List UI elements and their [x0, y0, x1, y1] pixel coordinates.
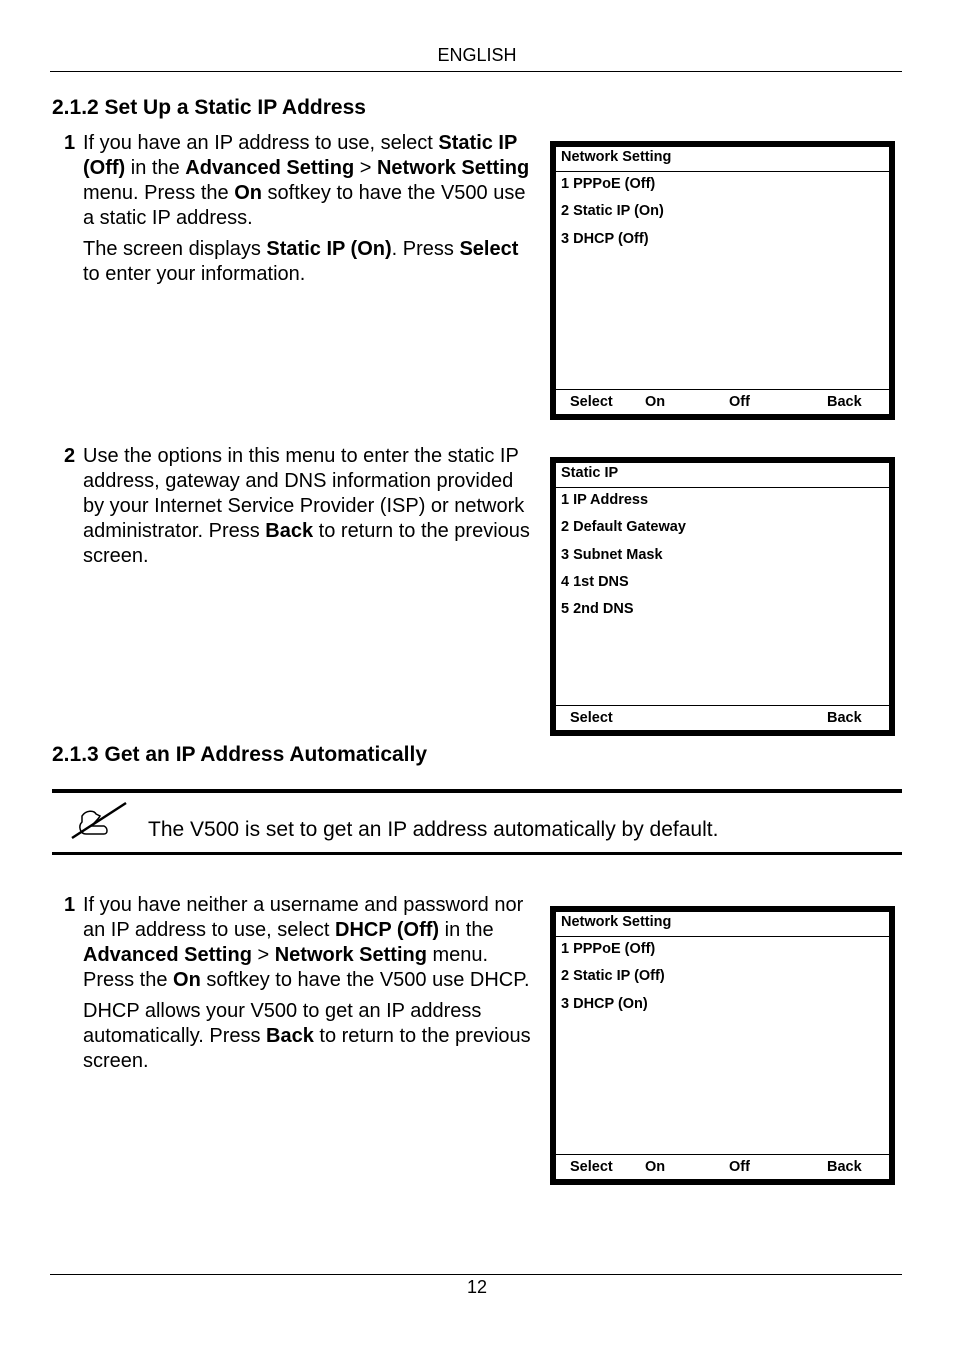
softkey-label: Off [729, 1159, 750, 1175]
text-run: > [251, 944, 275, 966]
bold-term: DHCP (Off) [335, 919, 440, 941]
softkey-label: Select [570, 710, 613, 726]
menu-item: 1 PPPoE (Off) [561, 176, 656, 192]
bold-term: Network Setting [274, 944, 427, 966]
menu-item: 5 2nd DNS [561, 601, 634, 618]
text-run: in the [439, 919, 494, 941]
bold-term: Static IP (Off) [83, 132, 517, 179]
text-run: Use the options in this menu to enter the static IP address, gateway and DNS information provided by your Internet Service Provider (ISP) or network administrator. Press [83, 445, 525, 542]
step-paragraph [83, 444, 534, 569]
note-rule-bottom [52, 852, 902, 855]
text-run: menu. Press the [83, 182, 235, 204]
text-run: to return to the previous screen. [83, 520, 530, 567]
softkey-divider [556, 1154, 889, 1155]
screen-title: Network Setting [561, 914, 672, 930]
menu-item: 2 Static IP (On) [561, 203, 664, 220]
step-paragraph [83, 131, 534, 231]
softkey-label: Back [827, 710, 862, 726]
footer-rule [50, 1274, 902, 1275]
menu-item: 3 Subnet Mask [561, 546, 663, 563]
bold-term: Advanced Setting [185, 157, 355, 179]
text-run: menu. Press the [83, 944, 489, 991]
step-paragraph [83, 237, 534, 287]
step-paragraph [83, 893, 534, 993]
step-number: 1 [64, 894, 76, 916]
menu-item: 2 Static IP (Off) [561, 968, 665, 985]
text-run: If you have an IP address to use, select [83, 132, 439, 154]
text-run: The screen displays [83, 238, 267, 260]
softkey-label: Off [729, 394, 750, 410]
section-heading-static-ip: 2.1.2 Set Up a Static IP Address [52, 96, 366, 119]
text-run: to return to the previous screen. [83, 1025, 531, 1072]
title-divider [556, 171, 889, 172]
text-run: to enter your information. [83, 263, 306, 285]
bold-term: On [173, 969, 201, 991]
screen-title: Network Setting [561, 149, 672, 165]
bold-term: Back [265, 520, 314, 542]
step-number: 2 [64, 445, 76, 467]
softkey-divider [556, 705, 889, 706]
softkey-divider [556, 389, 889, 390]
text-run: If you have neither a username and password nor an IP address to use, select [83, 894, 524, 941]
title-divider [556, 936, 889, 937]
menu-item: 2 Default Gateway [561, 519, 686, 536]
bold-term: Static IP (On) [266, 238, 392, 260]
lcd-screen [550, 141, 895, 420]
bold-term: Network Setting [376, 157, 530, 179]
note-rule-top [52, 789, 902, 793]
note-hand-pen-icon [68, 800, 130, 840]
menu-item: 3 DHCP (Off) [561, 230, 649, 247]
text-run: softkey to have the V500 use a static IP address. [83, 182, 526, 229]
step-paragraph [83, 999, 534, 1074]
softkey-label: On [645, 1159, 666, 1175]
bold-term: Select [459, 238, 519, 260]
bold-term: On [234, 182, 262, 204]
softkey-label: Select [570, 1159, 613, 1175]
text-run: in the [125, 157, 186, 179]
section-heading-dhcp: 2.1.3 Get an IP Address Automatically [52, 743, 428, 766]
text-run: . Press [391, 238, 460, 260]
menu-item: 3 DHCP (On) [561, 995, 648, 1012]
language-header: ENGLISH [437, 45, 517, 65]
softkey-label: Select [570, 394, 613, 410]
menu-item: 4 1st DNS [561, 573, 629, 590]
lcd-screen [550, 457, 895, 736]
screen-title: Static IP [561, 465, 619, 481]
text-run: softkey to have the V500 use DHCP. [200, 969, 530, 991]
text-run: DHCP allows your V500 to get an IP address automatically. Press [83, 1000, 482, 1047]
step [64, 893, 534, 1080]
page-number: 12 [466, 1277, 488, 1297]
step-number: 1 [64, 132, 76, 154]
softkey-label: Back [827, 394, 862, 410]
bold-term: Advanced Setting [83, 944, 252, 966]
header-rule [50, 71, 902, 72]
step [64, 444, 534, 575]
softkey-label: On [645, 394, 666, 410]
softkey-label: Back [827, 1159, 862, 1175]
menu-item: 1 PPPoE (Off) [561, 941, 656, 957]
lcd-screen [550, 906, 895, 1185]
note-text: The V500 is set to get an IP address automatically by default. [148, 818, 719, 841]
text-run: > [354, 157, 377, 179]
menu-item: 1 IP Address [561, 492, 649, 508]
title-divider [556, 487, 889, 488]
step [64, 131, 534, 293]
bold-term: Back [266, 1025, 314, 1047]
